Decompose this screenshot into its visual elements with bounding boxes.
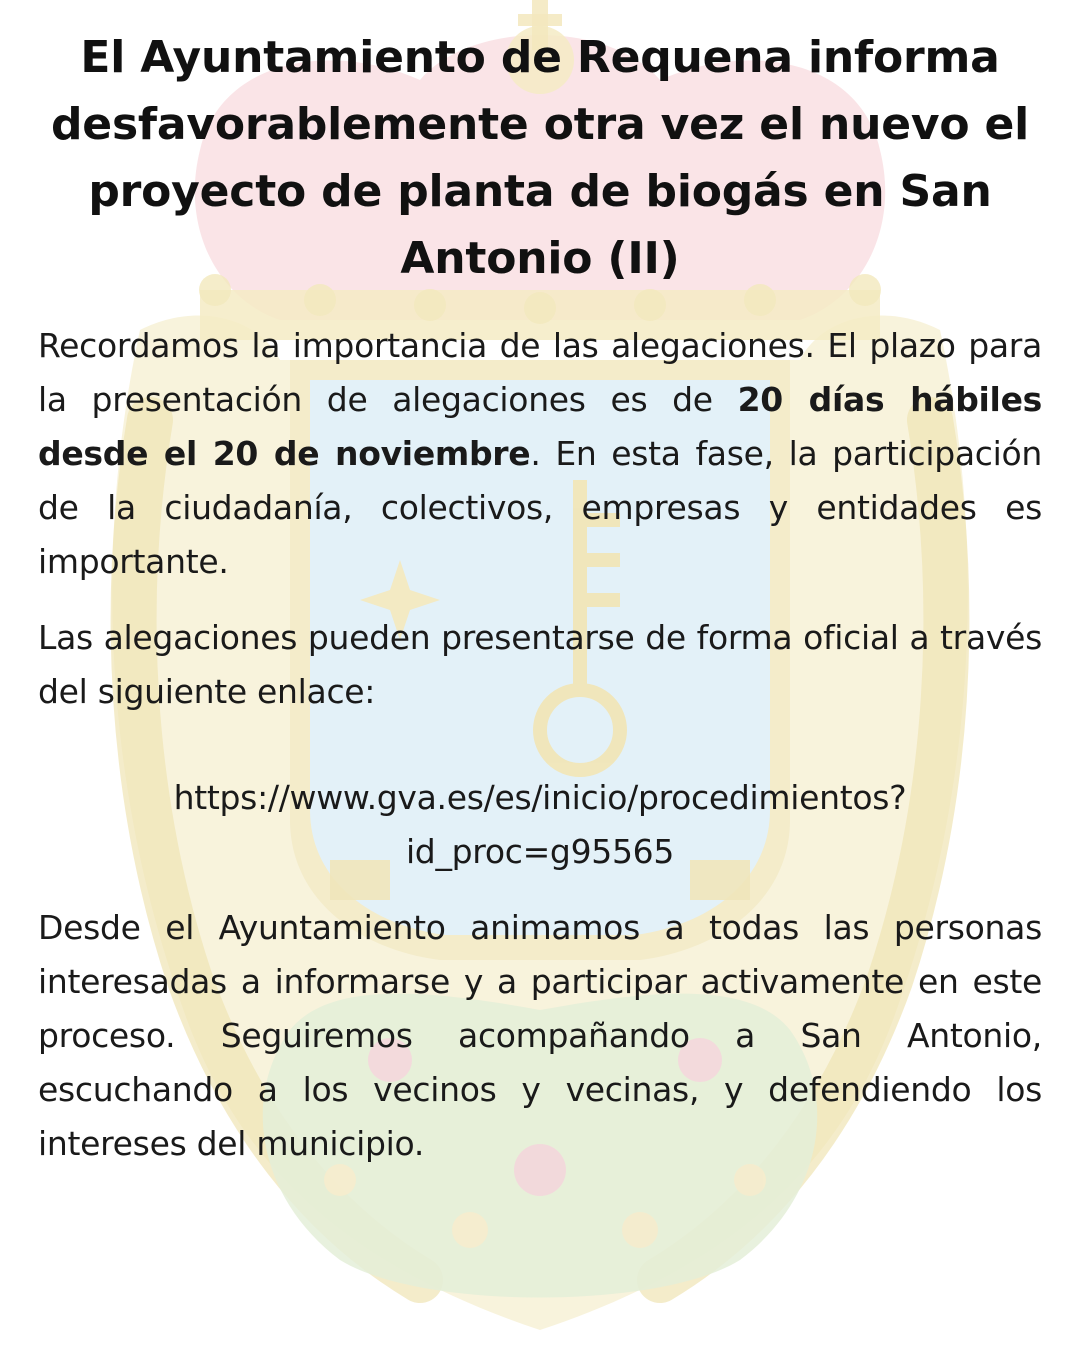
- deadline-highlight: 20 días hábiles desde el 20 de noviembre: [38, 380, 1042, 473]
- paragraph-text-after: . En esta fase, la participación de la ciudadanía, colectivos, empresas y entidades es importante.: [38, 434, 1042, 581]
- post-title: El Ayuntamiento de Requena informa desfavorablemente otra vez el nuevo el proyecto de planta de biogás en San Antonio (II): [51, 32, 1029, 284]
- gva-procedure-link[interactable]: [38, 771, 1042, 879]
- paragraph-text-before: Recordamos la importancia de las alegaciones. El plazo para la presentación de alegaciones es de: [38, 326, 1042, 419]
- paragraph-alegaciones-plazo: [38, 319, 1042, 589]
- post-content: [38, 24, 1042, 1171]
- paragraph-alegaciones-enlace: Las alegaciones pueden presentarse de forma oficial a través del siguiente enlace:: [38, 618, 1042, 711]
- link-line-2: id_proc=g95565: [405, 832, 675, 871]
- paragraph-ayuntamiento-animamos: Desde el Ayuntamiento animamos a todas las personas interesadas a informarse y a participar activamente en este proceso. Seguiremos acompañando a San Antonio, escuchando a los vecinos y vecinas, y defendiendo los intereses del municipio.: [38, 908, 1042, 1163]
- link-line-1: https://www.gva.es/es/inicio/procedimientos?: [173, 778, 907, 817]
